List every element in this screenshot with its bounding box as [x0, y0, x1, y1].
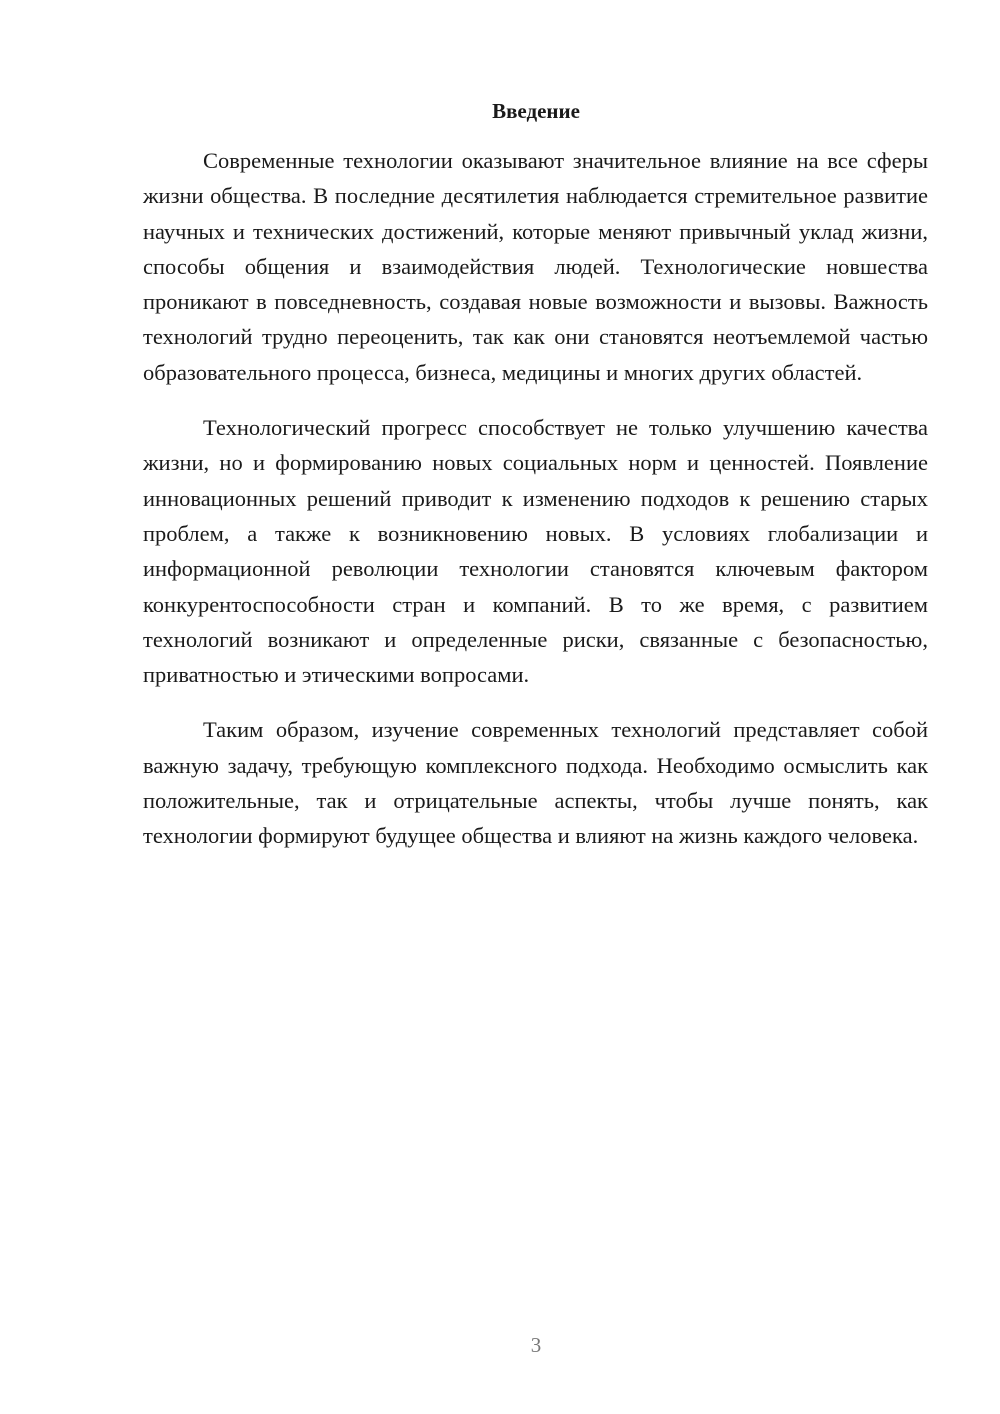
- paragraph-1: Современные технологии оказывают значительное влияние на все сферы жизни общества. В последние десятилетия наблюдается стремительное развитие научных и технических достижений, которые меняют привычный уклад жизни, способы общения и взаимодействия людей. Технологические новшества проникают в повседневность, создавая новые возможности и вызовы. Важность технологий трудно переоценить, так как они становятся неотъемлемой частью образовательного процесса, бизнеса, медицины и многих других областей.: [143, 148, 928, 385]
- page-number: 3: [530, 1333, 542, 1357]
- paragraph-3: Таким образом, изучение современных технологий представляет собой важную задачу, требующую комплексного подхода. Необходимо осмыслить как положительные, так и отрицательные аспекты, чтобы лучше понять, как технологии формируют будущее общества и влияют на жизнь каждого человека.: [143, 717, 928, 849]
- paragraph-2: Технологический прогресс способствует не только улучшению качества жизни, но и формированию новых социальных норм и ценностей. Появление инновационных решений приводит к изменению подходов к решению старых проблем, а также к возникновению новых. В условиях глобализации и информационной революции технологии становятся ключевым фактором конкурентоспособности стран и компаний. В то же время, с развитием технологий возникают и определенные риски, связанные с безопасностью, приватностью и этическими вопросами.: [143, 415, 928, 688]
- page-title: Введение: [492, 99, 580, 123]
- body-text: [143, 143, 928, 874]
